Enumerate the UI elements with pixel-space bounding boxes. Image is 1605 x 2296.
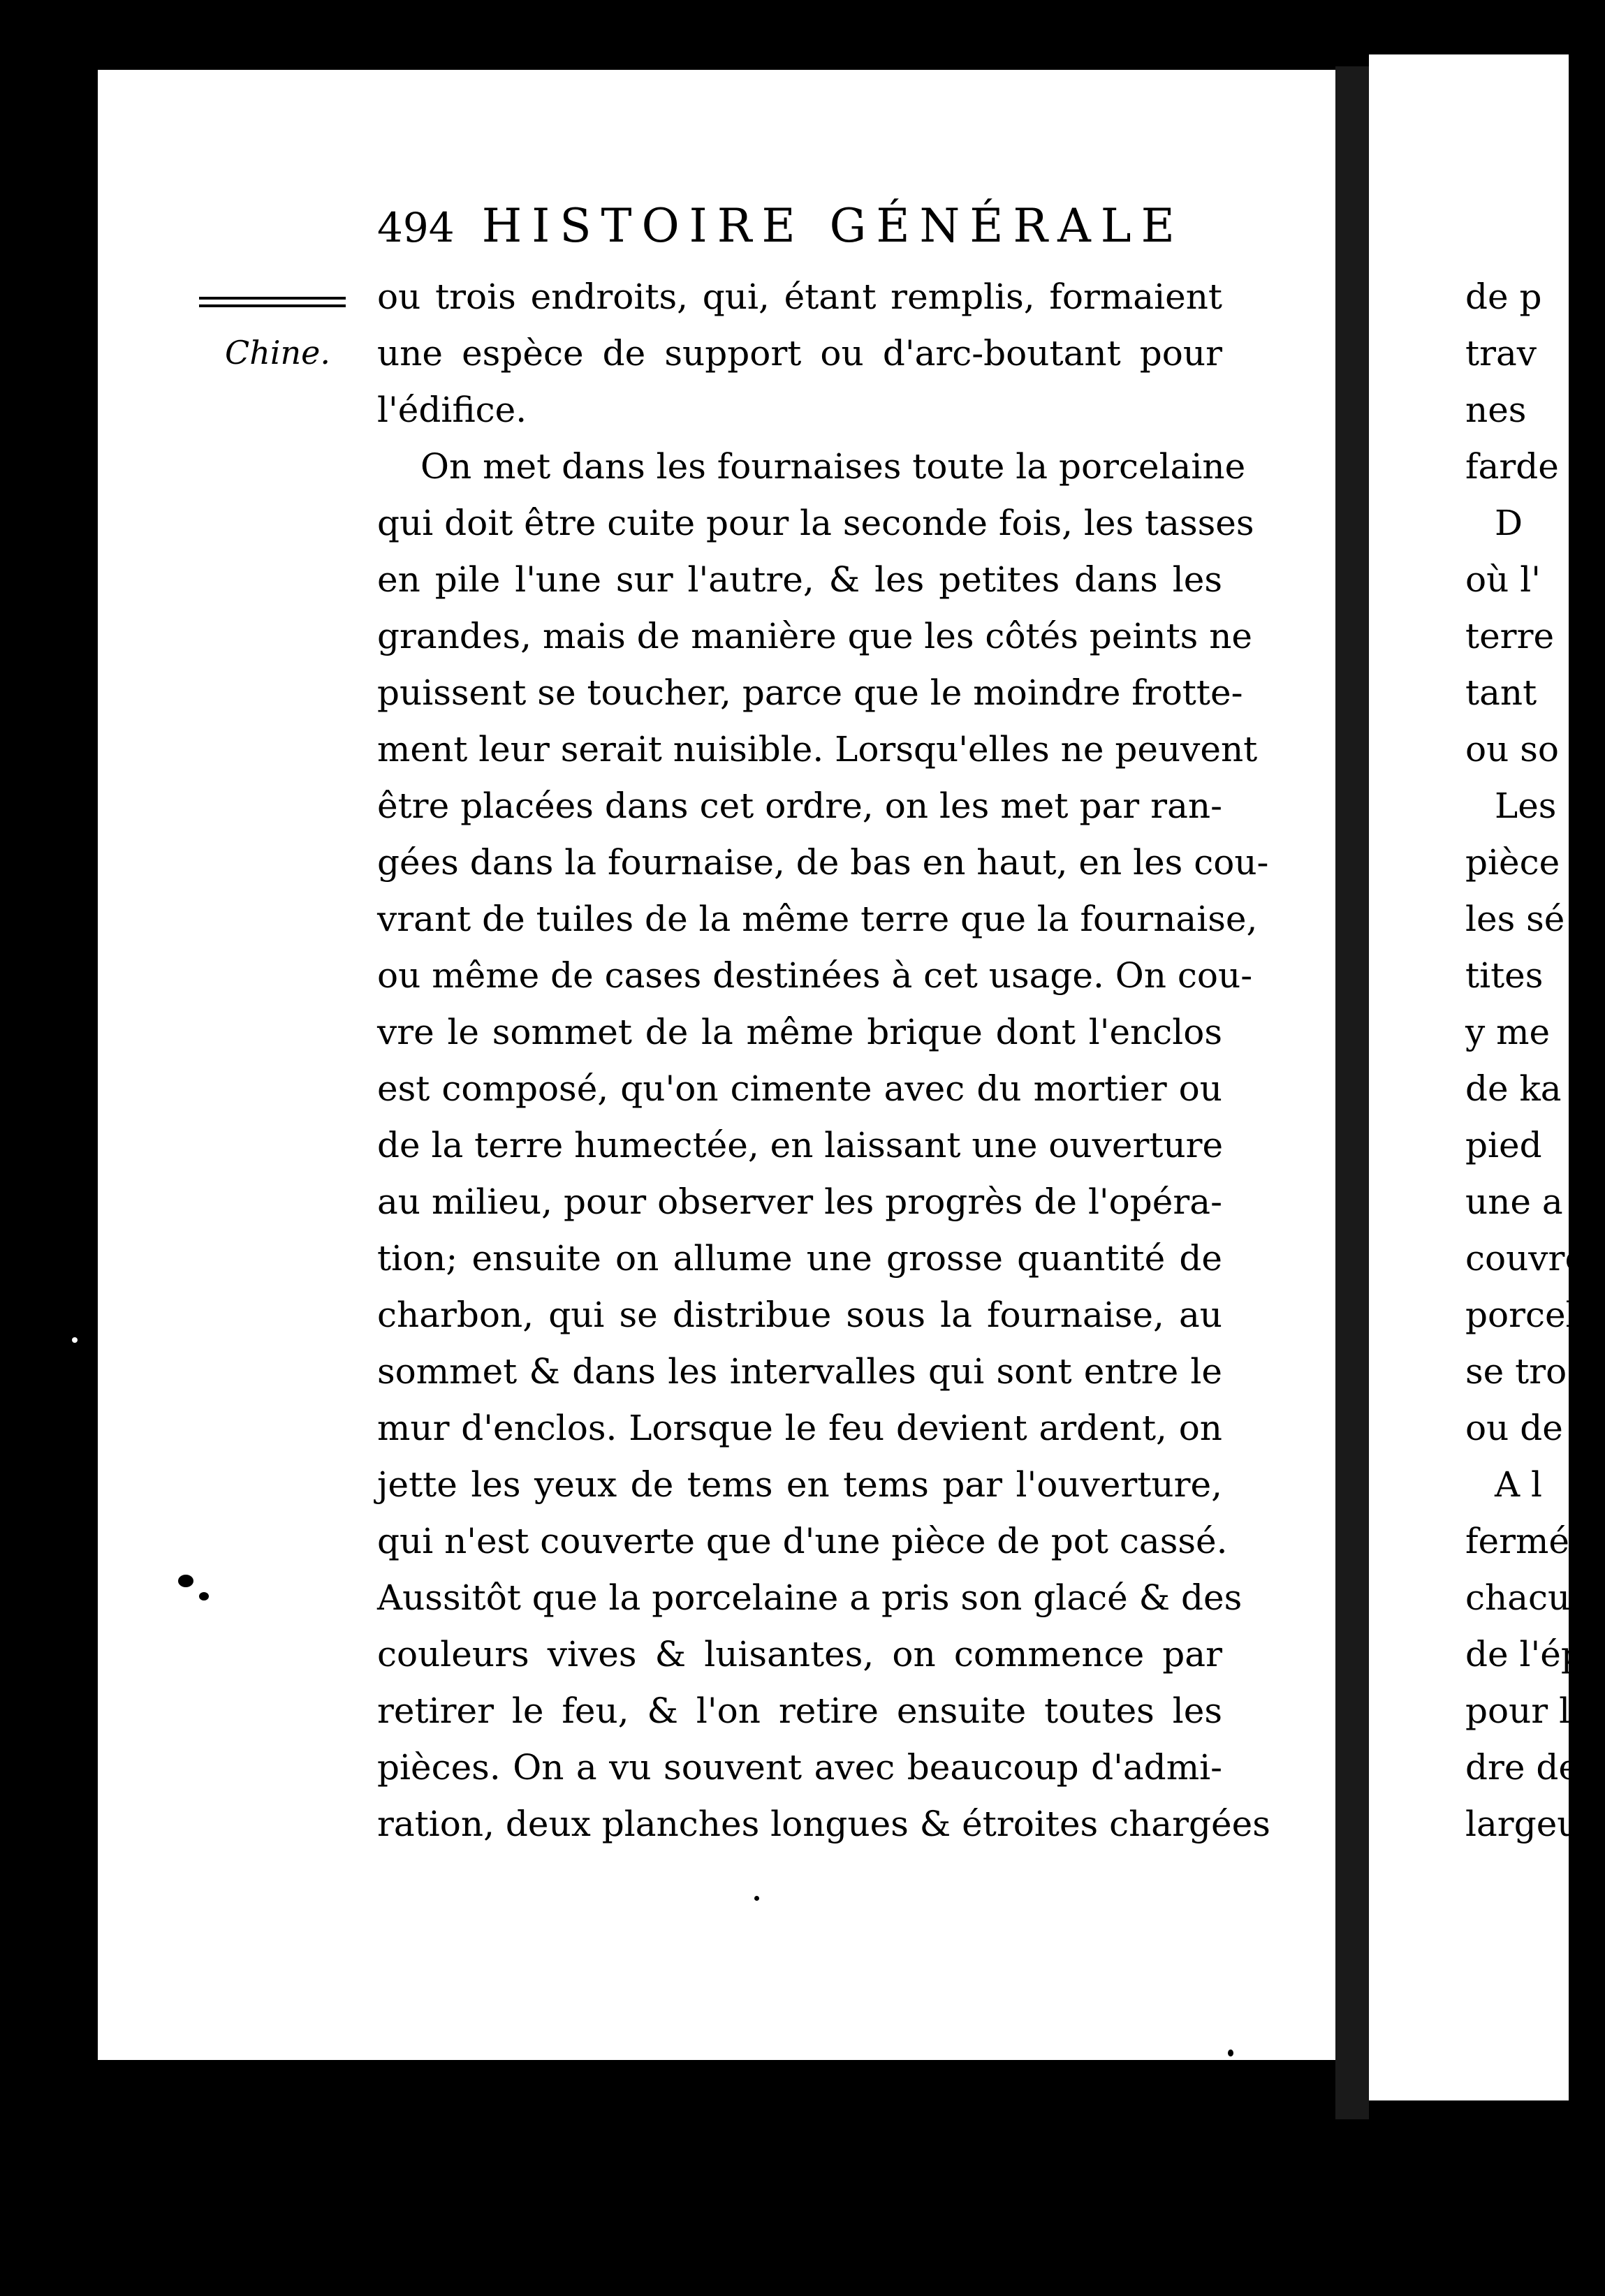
text-line: ment leur serait nuisible. Lorsqu'elles ne peuvent (377, 729, 1258, 770)
text-line: de ka (1465, 1068, 1562, 1109)
ink-speck (178, 1575, 193, 1587)
text-line: tant (1465, 672, 1537, 713)
text-line: qui n'est couverte que d'une pièce de pot cassé. (377, 1521, 1228, 1561)
text-line: couvre (1465, 1238, 1586, 1279)
text-line: farde (1465, 446, 1559, 487)
text-line: une espèce de support ou d'arc-boutant pour (377, 333, 1222, 374)
text-line: les sé (1465, 899, 1565, 939)
text-line: D (1495, 503, 1523, 543)
text-line: de p (1465, 277, 1542, 317)
text-line: qui doit être cuite pour la seconde fois, les tasses (377, 503, 1254, 543)
text-line: nes (1465, 390, 1527, 430)
text-line: sommet & dans les intervalles qui sont entre le (377, 1351, 1222, 1392)
text-line: est composé, qu'on cimente avec du mortier ou (377, 1068, 1222, 1109)
text-line: A l (1495, 1464, 1542, 1505)
text-line: couleurs vives & luisantes, on commence par (377, 1634, 1222, 1675)
text-line: une a (1465, 1182, 1563, 1222)
ink-speck (72, 1337, 78, 1343)
text-line: retirer le feu, & l'on retire ensuite toutes les (377, 1691, 1222, 1731)
text-line: ration, deux planches longues & étroites chargées (377, 1804, 1270, 1844)
ink-speck (199, 1592, 209, 1600)
text-line: y me (1465, 1012, 1551, 1052)
text-line: vrant de tuiles de la même terre que la fournaise, (377, 899, 1258, 939)
text-line: dre de (1465, 1747, 1579, 1788)
text-line: au milieu, pour observer les progrès de l'opéra- (377, 1182, 1222, 1222)
page-number: 494 (377, 204, 455, 251)
text-line: ou trois endroits, qui, étant remplis, formaient (377, 277, 1222, 317)
left-page-text (377, 269, 1270, 1853)
text-line: se tro (1465, 1351, 1567, 1392)
text-line: grandes, mais de manière que les côtés peints ne (377, 616, 1253, 656)
text-line: On met dans les fournaises toute la porcelaine (420, 446, 1246, 487)
running-header (377, 199, 1215, 262)
text-line: en pile l'une sur l'autre, & les petites dans les (377, 559, 1222, 600)
margin-note: Chine. (225, 334, 331, 371)
text-line: Aussitôt que la porcelaine a pris son glacé & des (377, 1577, 1243, 1618)
right-page-text (1465, 269, 1605, 1853)
ink-speck (1228, 2050, 1233, 2056)
text-line: tites (1465, 955, 1544, 996)
running-title: HISTOIRE GÉNÉRALE (481, 199, 1185, 253)
text-line: mur d'enclos. Lorsque le feu devient ardent, on (377, 1408, 1222, 1448)
text-line: chacu (1465, 1577, 1571, 1618)
margin-rule (199, 297, 346, 307)
text-line: jette les yeux de tems en tems par l'ouverture, (377, 1464, 1222, 1505)
text-line: l'édifice. (377, 390, 527, 430)
text-line: terre (1465, 616, 1555, 656)
text-line: fermé (1465, 1521, 1569, 1561)
text-line: pied (1465, 1125, 1542, 1165)
text-line: charbon, qui se distribue sous la fournaise, au (377, 1295, 1222, 1335)
text-line: Les (1495, 786, 1557, 826)
text-line: où l' (1465, 559, 1541, 600)
book-gutter (1335, 66, 1369, 2119)
text-line: trav (1465, 333, 1537, 374)
text-line: pièce (1465, 842, 1560, 883)
text-line: de la terre humectée, en laissant une ouverture (377, 1125, 1224, 1165)
text-line: ou même de cases destinées à cet usage. On cou- (377, 955, 1253, 996)
text-line: largeu (1465, 1804, 1580, 1844)
text-line: tion; ensuite on allume une grosse quantité de (377, 1238, 1222, 1279)
text-line: porcel (1465, 1295, 1577, 1335)
text-line: vre le sommet de la même brique dont l'enclos (377, 1012, 1222, 1052)
text-line: pour l (1465, 1691, 1571, 1731)
text-line: puissent se toucher, parce que le moindre frotte- (377, 672, 1243, 713)
text-line: de l'ép (1465, 1634, 1583, 1675)
text-line: être placées dans cet ordre, on les met par ran- (377, 786, 1222, 826)
ink-speck (754, 1896, 759, 1901)
text-line: ou so (1465, 729, 1559, 770)
text-line: ou de (1465, 1408, 1563, 1448)
text-line: pièces. On a vu souvent avec beaucoup d'admi- (377, 1747, 1222, 1788)
text-line: gées dans la fournaise, de bas en haut, en les cou- (377, 842, 1269, 883)
